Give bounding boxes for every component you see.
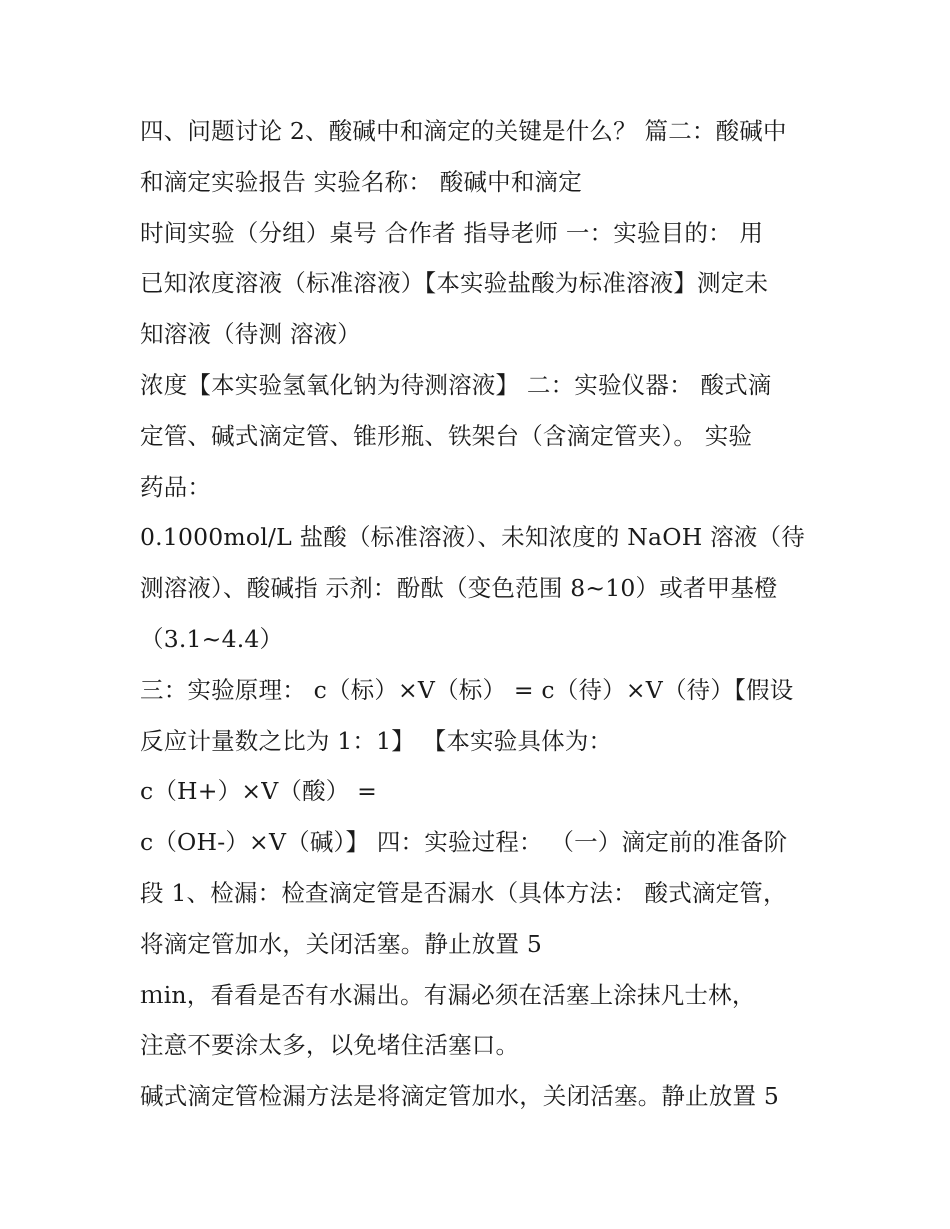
text-line: 0.1000mol/L 盐酸（标准溶液）、未知浓度的 NaOH 溶液（待	[140, 523, 805, 552]
text-line: 时间实验（分组）桌号 合作者 指导老师 一：实验目的： 用	[140, 218, 764, 247]
text-line: 知溶液（待测 溶液）	[140, 320, 361, 349]
text-line: ｍin，看看是否有水漏出。有漏必须在活塞上涂抹凡士林，	[140, 980, 756, 1009]
text-line: 药品：	[140, 472, 212, 501]
text-line: c（H+）×V（酸） =	[140, 777, 378, 806]
document-body	[140, 106, 820, 1122]
text-line: 段 1、检漏：检查滴定管是否漏水（具体方法： 酸式滴定管，	[140, 878, 787, 907]
text-line: 和滴定实验报告 实验名称： 酸碱中和滴定	[140, 167, 582, 196]
text-line: 已知浓度溶液（标准溶液）【本实验盐酸为标准溶液】测定未	[140, 269, 769, 298]
text-line: 三：实验原理： c（标）×V（标） = c（待）×V（待）【假设	[140, 675, 794, 704]
text-line: 注意不要涂太多，以免堵住活塞口。	[140, 1031, 520, 1060]
text-line: 测溶液）、酸碱指 示剂：酚酞（变色范围 8~10）或者甲基橙	[140, 574, 778, 603]
text-line: 将滴定管加水，关闭活塞。静止放置 5	[140, 929, 543, 958]
text-line: 四、问题讨论 2、酸碱中和滴定的关键是什么？ 篇二：酸碱中	[140, 117, 787, 145]
text-line: 碱式滴定管检漏方法是将滴定管加水，关闭活塞。静止放置 5	[140, 1082, 780, 1111]
text-line: c（OH-）×V（碱）】 四：实验过程： （一）滴定前的准备阶	[140, 828, 788, 857]
text-line: 浓度【本实验氢氧化钠为待测溶液】 二：实验仪器： 酸式滴	[140, 370, 772, 399]
text-line: 反应计量数之比为 1：1】 【本实验具体为：	[140, 726, 613, 755]
text-line: （3.1~4.4）	[140, 624, 284, 653]
text-line: 定管、碱式滴定管、锥形瓶、铁架台（含滴定管夹）。 实验	[140, 421, 753, 450]
